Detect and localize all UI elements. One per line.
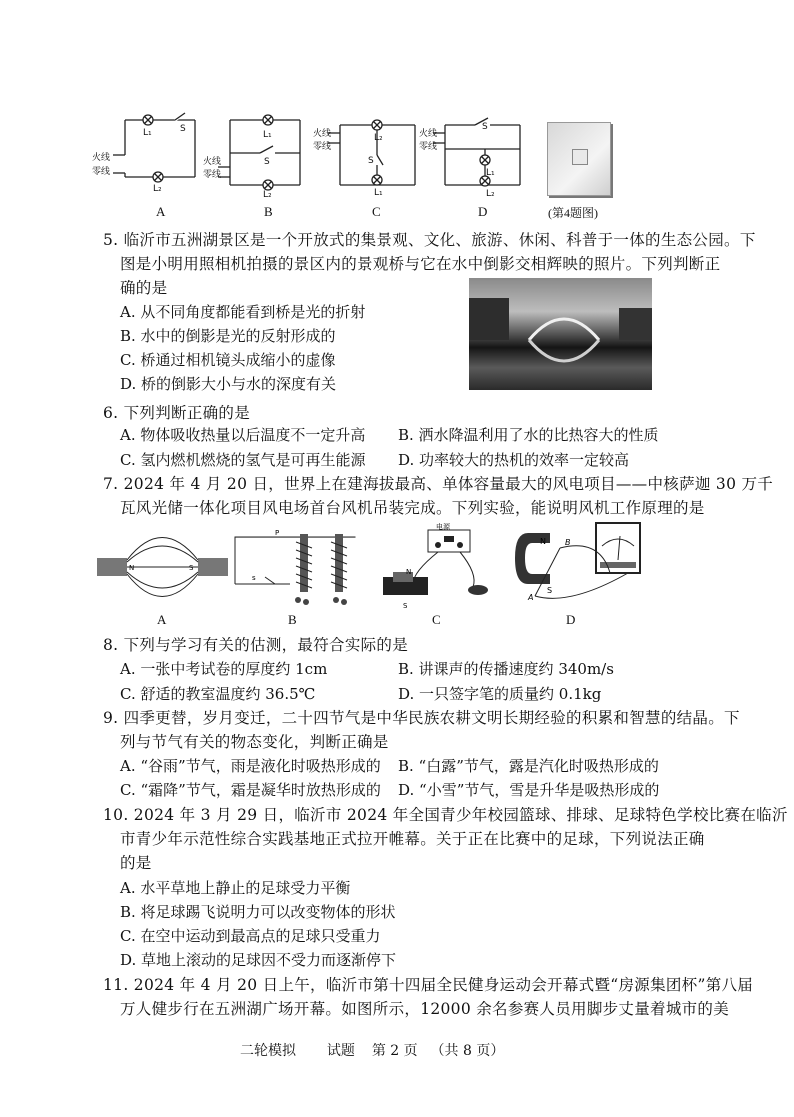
q6-option-d: D. 功率较大的热机的效率一定较高 — [398, 451, 630, 469]
page-footer — [240, 1040, 504, 1060]
q6-stem: 6. 下列判断正确的是 — [103, 404, 251, 422]
q10-option-b: B. 将足球踢飞说明力可以改变物体的形状 — [120, 903, 396, 921]
q5-option-a: A. 从不同角度都能看到桥是光的折射 — [120, 303, 366, 321]
circuit-b-fire-label: 火线 — [203, 157, 222, 167]
q9-stem-line1: 9. 四季更替，岁月变迁，二十四节气是中华民族农耕文明长期经验的积累和智慧的结晶。下 — [103, 709, 740, 727]
q5-option-c: C. 桥通过相机镜头成缩小的虚像 — [120, 351, 336, 369]
q10-option-a: A. 水平草地上静止的足球受力平衡 — [120, 879, 351, 897]
q7-a-s-label: S — [189, 564, 194, 572]
q8-option-d: D. 一只签字笔的质量约 0.1kg — [398, 685, 602, 703]
circuit-b-switch-label: S — [264, 157, 270, 167]
q10-stem-line2: 市青少年示范性综合实践基地正式拉开帷幕。关于正在比赛中的足球，下列说法正确 — [120, 830, 705, 848]
circuit-d-fire-label: 火线 — [419, 129, 438, 139]
footer-total: （共 8 页） — [430, 1043, 505, 1059]
q5-stem-line2: 图是小明用照相机拍摄的景区内的景观桥与它在水中倒影交相辉映的照片。下列判断正 — [120, 255, 721, 273]
circuit-b-zero-label: 零线 — [203, 170, 222, 180]
circuit-c-switch-label: S — [368, 156, 374, 166]
q6-option-a: A. 物体吸收热量以后温度不一定升高 — [120, 426, 366, 444]
circuit-d-zero-label: 零线 — [419, 142, 438, 152]
q7-d-n-label: N — [540, 537, 546, 546]
q8-stem: 8. 下列与学习有关的估测，最符合实际的是 — [103, 636, 409, 654]
q8-option-b: B. 讲课声的传播速度约 340m/s — [398, 660, 614, 678]
q7-b-s-label: s — [252, 574, 256, 582]
circuit-c-lamp2-label: L₂ — [374, 133, 383, 143]
q7-stem-line2: 瓦风光储一体化项目风电场首台风机吊装完成。下列实验，能说明风机工作原理的是 — [120, 499, 705, 517]
q6-option-c: C. 氢内燃机燃烧的氢气是可再生能源 — [120, 451, 366, 469]
q9-option-a: A. “谷雨”节气，雨是液化时吸热形成的 — [120, 757, 381, 775]
circuit-c-lamp1-label: L₁ — [374, 188, 383, 198]
circuit-a-label: A — [156, 204, 166, 219]
circuit-a-fire-label: 火线 — [92, 153, 111, 163]
circuit-a-switch-label: S — [180, 124, 186, 134]
q8-option-a: A. 一张中考试卷的厚度约 1cm — [120, 660, 328, 678]
circuit-c-zero-label: 零线 — [313, 142, 332, 152]
q7-figure-c — [378, 522, 493, 612]
q7-label-d: D — [566, 612, 576, 627]
circuit-b — [218, 115, 300, 190]
q9-option-b: B. “白露”节气，露是汽化时吸热形成的 — [398, 757, 659, 775]
circuit-b-lamp2-label: L₂ — [263, 190, 272, 200]
q7-stem-line1: 7. 2024 年 4 月 20 日，世界上在建海拔最高、单体容量最大的风电项目——中核萨迦 30 万千 — [103, 475, 774, 493]
q11-stem-line2: 万人健步行在五洲湖广场开幕。如图所示，12000 余名参赛人员用脚步丈量着城市的美 — [120, 1000, 730, 1018]
q11-stem-line1: 11. 2024 年 4 月 20 日上午，临沂市第十四届全民健身运动会开幕式暨“房源集团杯”第八届 — [103, 976, 754, 994]
circuit-d-switch-label: S — [482, 122, 488, 132]
q7-figure-a — [95, 525, 230, 610]
q7-d-a-label: A — [528, 593, 534, 602]
footer-paper: 试题 — [326, 1043, 355, 1059]
circuit-c — [328, 120, 415, 185]
circuit-d-lamp1-label: L₁ — [486, 168, 495, 178]
circuit-c-label: C — [372, 204, 381, 219]
circuit-c-fire-label: 火线 — [313, 129, 332, 139]
q8-option-c: C. 舒适的教室温度约 36.5℃ — [120, 685, 316, 703]
q7-label-a: A — [157, 612, 167, 627]
bridge-photo — [469, 278, 652, 390]
q6-option-b: B. 洒水降温利用了水的比热容大的性质 — [398, 426, 659, 444]
circuit-a-lamp1-label: L₁ — [143, 128, 152, 138]
circuit-a-lamp2-label: L₂ — [153, 184, 162, 194]
q7-a-n-label: N — [129, 564, 135, 572]
q7-figure-d — [510, 518, 650, 612]
q7-b-p-label: P — [275, 529, 280, 537]
circuit-d-label: D — [478, 204, 488, 219]
circuit-d — [433, 118, 520, 186]
q9-option-d: D. “小雪”节气，雪是升华是吸热形成的 — [398, 781, 660, 799]
q10-option-c: C. 在空中运动到最高点的足球只受重力 — [120, 927, 381, 945]
q7-c-power-label: 电源 — [436, 523, 450, 531]
q7-label-b: B — [288, 612, 297, 627]
circuit-d-lamp2-label: L₂ — [486, 189, 495, 199]
q9-option-c: C. “霜降”节气，霜是凝华时放热形成的 — [120, 781, 381, 799]
q10-stem-line1: 10. 2024 年 3 月 29 日，临沂市 2024 年全国青少年校园篮球、排球、足球特色学校比赛在临沂 — [103, 806, 788, 824]
q7-d-b-label: B — [565, 538, 571, 547]
wall-switch-photo — [547, 122, 611, 196]
q7-d-s-label: S — [547, 586, 553, 595]
footer-exam: 二轮模拟 — [240, 1043, 296, 1059]
q5-option-b: B. 水中的倒影是光的反射形成的 — [120, 327, 336, 345]
circuit-a-zero-label: 零线 — [92, 167, 111, 177]
q7-label-c: C — [432, 612, 441, 627]
q10-option-d: D. 草地上滚动的足球因不受力而逐渐停下 — [120, 951, 397, 969]
figure4-caption: (第4题图) — [548, 206, 598, 220]
q9-stem-line2: 列与节气有关的物态变化，判断正确是 — [120, 733, 389, 751]
q5-option-d: D. 桥的倒影大小与水的深度有关 — [120, 375, 337, 393]
q10-stem-line3: 的是 — [120, 854, 152, 872]
q7-c-n-label: N — [406, 568, 412, 576]
q5-stem-line3: 确的是 — [120, 279, 168, 297]
circuit-b-lamp1-label: L₁ — [263, 130, 272, 140]
footer-page: 第 2 页 — [371, 1043, 418, 1059]
circuit-b-label: B — [264, 204, 273, 219]
q7-c-s-label: S — [403, 602, 408, 610]
q5-stem-line1: 5. 临沂市五洲湖景区是一个开放式的集景观、文化、旅游、休闲、科普于一体的生态公园。下 — [103, 231, 756, 249]
q7-figure-b — [230, 522, 370, 610]
